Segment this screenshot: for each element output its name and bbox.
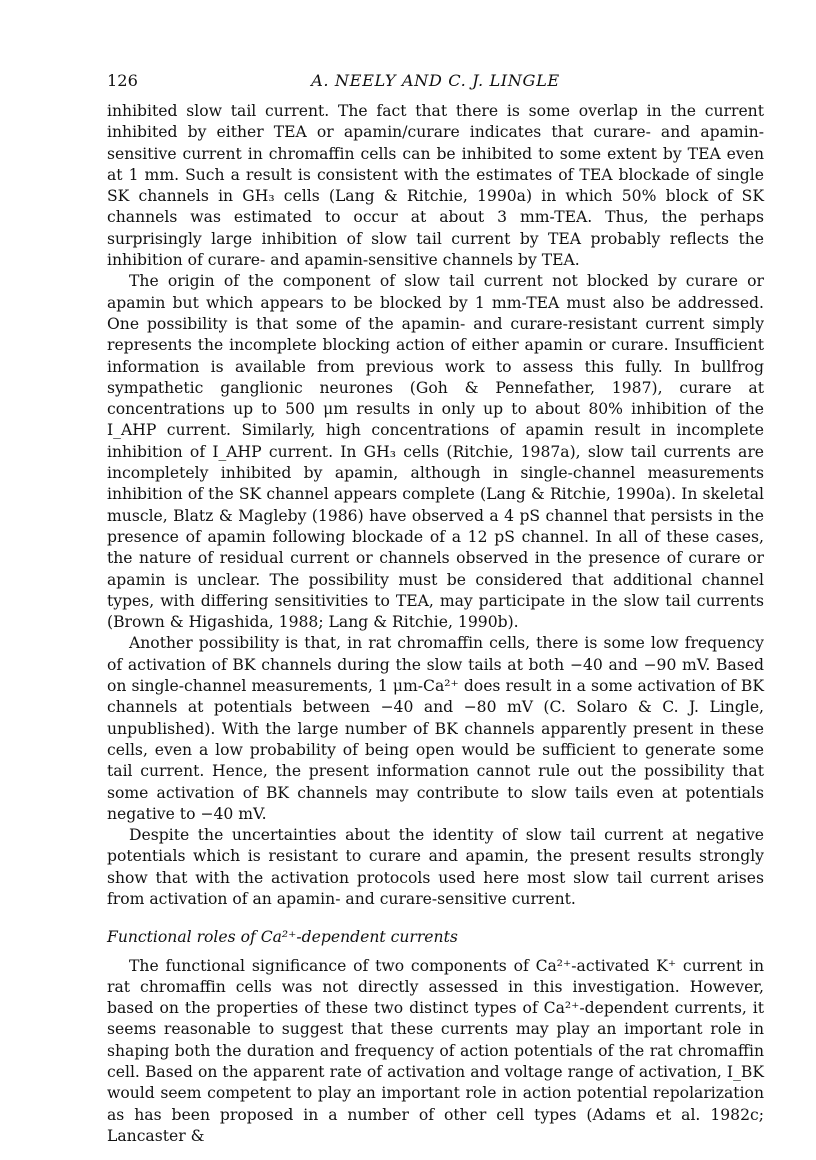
running-header: [107, 68, 764, 94]
paragraph-conclusion: Despite the uncertainties about the identity of slow tail current at negative potentials which is resistant to curare and apamin, the present results strongly show that with the activation protocols used here most slow tail current arises from activation of an apamin- and curare-sensitive current.: [107, 826, 764, 908]
page-number: 126: [107, 71, 138, 90]
article-body: [107, 101, 764, 1147]
journal-page: [107, 68, 764, 1147]
paragraph-residual-component: The origin of the component of slow tail current not blocked by curare or apamin but which appears to be blocked by 1 mm-TEA must also be addressed. One possibility is that some of the apamin- and curare-resistant current simply represents the incomplete blocking action of either apamin or curare. Insufficient information is available from previous work to assess this fully. In bullfrog sympathetic ganglionic neurones (Goh & Pennefather, 1987), curare at concentrations up to 500 μm results in only up to about 80% inhibition of the I_AHP current. Similarly, high concentrations of apamin result in incomplete inhibition of I_AHP current. In GH₃ cells (Ritchie, 1987a), slow tail currents are incompletely inhibited by apamin, although in single-channel measurements inhibition of the SK channel appears complete (Lang & Ritchie, 1990a). In skeletal muscle, Blatz & Magleby (1986) have observed a 4 pS channel that persists in the presence of apamin following blockade of a 12 pS channel. In all of these cases, the nature of residual current or channels observed in the presence of curare or apamin is unclear. The possibility must be considered that additional channel types, with differing sensitivities to TEA, may participate in the slow tail currents (Brown & Higashida, 1988; Lang & Ritchie, 1990b).: [107, 272, 764, 632]
paragraph-functional-significance: The functional significance of two components of Ca²⁺-activated K⁺ current in rat chromaffin cells was not directly assessed in this investigation. However, based on the properties of these two distinct types of Ca²⁺-dependent currents, it seems reasonable to suggest that these currents may play an important role in shaping both the duration and frequency of action potentials of the rat chromaffin cell. Based on the apparent rate of activation and voltage range of activation, I_BK would seem competent to play an important role in action potential repolarization as has been proposed in a number of other cell types (Adams et al. 1982c; Lancaster &: [107, 956, 764, 1145]
paragraph-bk-activation: Another possibility is that, in rat chromaffin cells, there is some low frequency of activation of BK channels during the slow tails at both −40 and −90 mV. Based on single-channel measurements, 1 μm-Ca²⁺ does result in a some activation of BK channels at potentials between −40 and −80 mV (C. Solaro & C. J. Lingle, unpublished). With the large number of BK channels apparently present in these cells, even a low probability of being open would be sufficient to generate some tail current. Hence, the present information cannot rule out the possibility that some activation of BK channels may contribute to slow tails even at potentials negative to −40 mV.: [107, 634, 764, 823]
paragraph-tea-overlap: inhibited slow tail current. The fact that there is some overlap in the current inhibited by either TEA or apamin/curare indicates that curare- and apamin-sensitive current in chromaffin cells can be inhibited to some extent by TEA even at 1 mm. Such a result is consistent with the estimates of TEA blockade of single SK channels in GH₃ cells (Lang & Ritchie, 1990a) in which 50% block of SK channels was estimated to occur at about 3 mm-TEA. Thus, the perhaps surprisingly large inhibition of slow tail current by TEA probably reflects the inhibition of curare- and apamin-sensitive channels by TEA.: [107, 102, 764, 270]
section-heading-functional-roles: Functional roles of Ca²⁺-dependent currents: [107, 928, 458, 947]
running-head-authors: A. NEELY AND C. J. LINGLE: [311, 71, 560, 90]
